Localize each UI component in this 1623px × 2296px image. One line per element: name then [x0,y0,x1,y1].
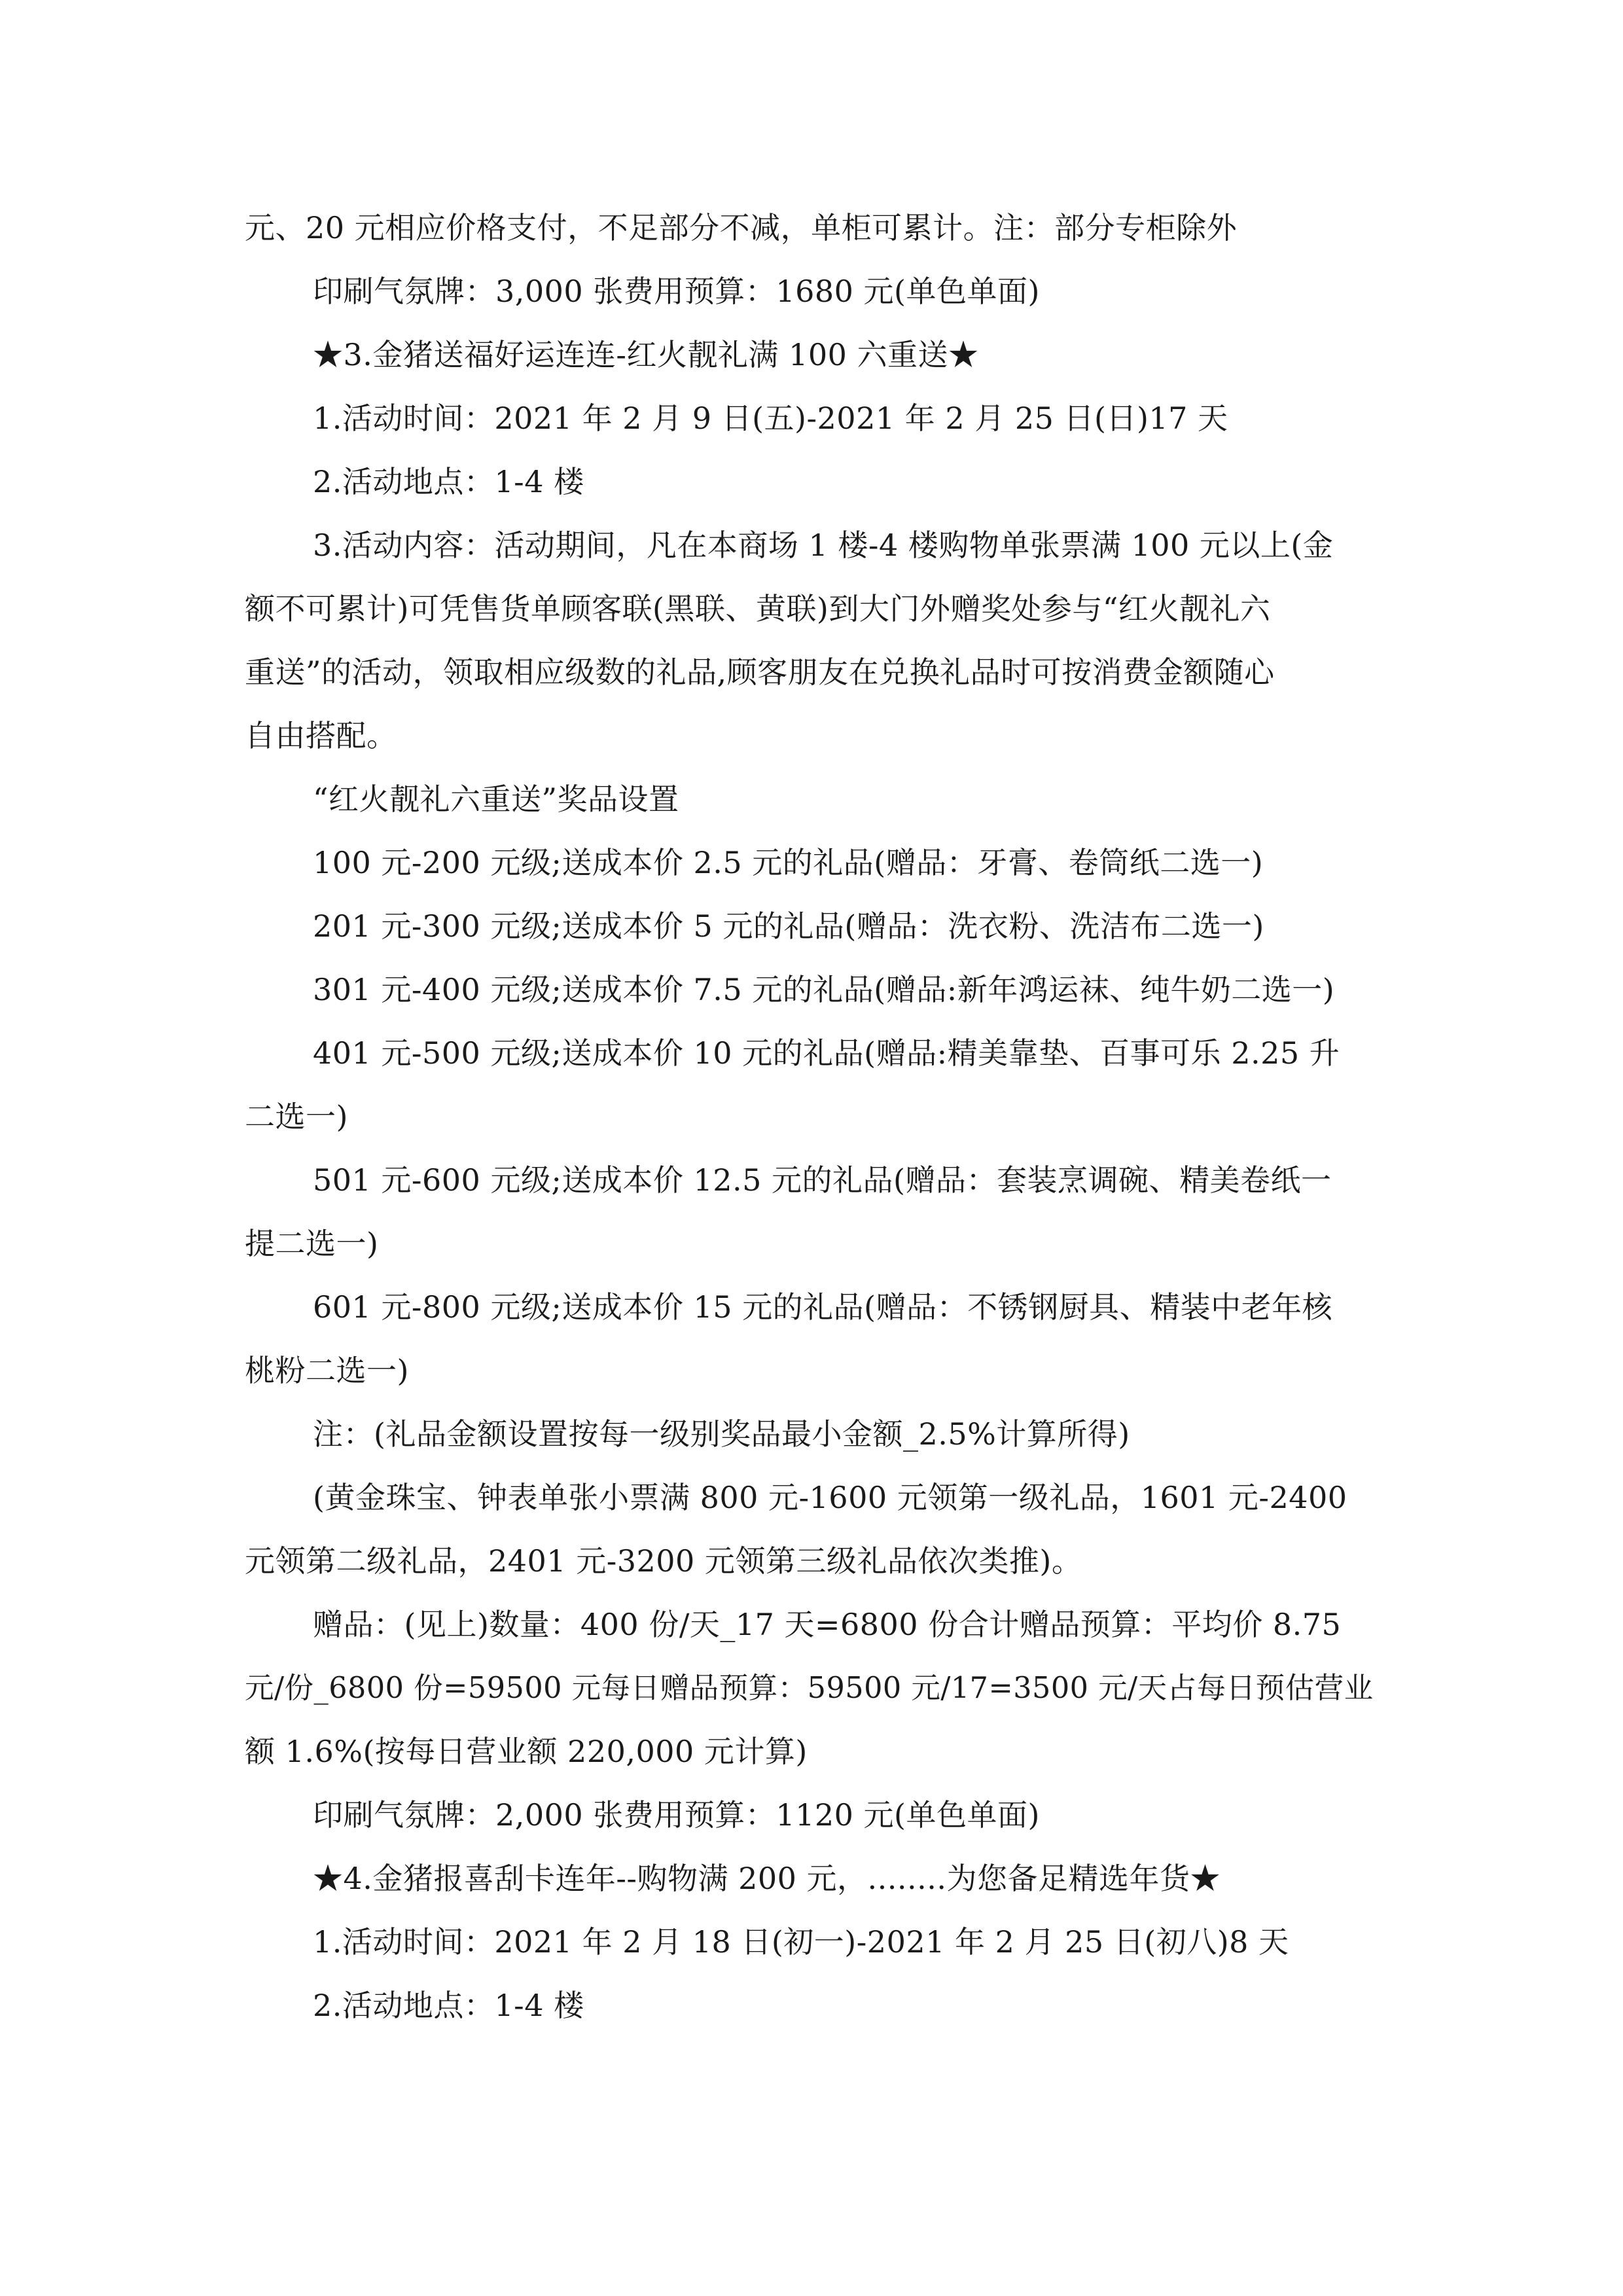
text-line: 201 元-300 元级;送成本价 5 元的礼品(赠品：洗衣粉、洗洁布二选一) [313,908,1264,944]
text-line: 额 1.6%(按每日营业额 220,000 元计算) [245,1734,808,1769]
text-line: 桃粉二选一) [245,1353,409,1388]
text-line: (黄金珠宝、钟表单张小票满 800 元-1600 元领第一级礼品，1601 元-2400 [313,1480,1347,1515]
text-line: 元/份_6800 份=59500 元每日赠品预算：59500 元/17=3500 元/天占每日预估营业 [245,1672,1374,1705]
text-line: 601 元-800 元级;送成本价 15 元的礼品(赠品：不锈钢厨具、精装中老年核 [313,1289,1333,1325]
text-line: 额不可累计)可凭售货单顾客联(黑联、黄联)到大门外赠奖处参与“红火靓礼六 [245,591,1271,626]
text-line: 1.活动时间：2021 年 2 月 18 日(初一)-2021 年 2 月 25 日(初八)8 天 [313,1924,1289,1960]
text-line: 自由搭配。 [245,718,397,753]
text-line: 注：(礼品金额设置按每一级别奖品最小金额_2.5%计算所得) [313,1416,1130,1452]
text-line: 元、20 元相应价格支付，不足部分不减，单柜可累计。注：部分专柜除外 [245,210,1238,245]
text-line: 501 元-600 元级;送成本价 12.5 元的礼品(赠品：套装烹调碗、精美卷纸一 [313,1162,1332,1198]
text-line: “红火靓礼六重送”奖品设置 [313,781,679,817]
text-line: ★4.金猪报喜刮卡连年--购物满 200 元，........为您备足精选年货★ [313,1861,1221,1896]
text-line: 2.活动地点：1-4 楼 [313,1988,584,2023]
text-line: 重送”的活动，领取相应级数的礼品,顾客朋友在兑换礼品时可按消费金额随心 [245,655,1275,690]
text-line: 301 元-400 元级;送成本价 7.5 元的礼品(赠品:新年鸿运袜、纯牛奶二选一) [313,972,1335,1007]
text-line: 二选一) [245,1099,348,1134]
text-line: 印刷气氛牌：3,000 张费用预算：1680 元(单色单面) [313,274,1040,309]
text-line: 元领第二级礼品，2401 元-3200 元领第三级礼品依次类推)。 [245,1543,1082,1579]
text-line: ★3.金猪送福好运连连-红火靓礼满 100 六重送★ [313,337,979,372]
text-line: 100 元-200 元级;送成本价 2.5 元的礼品(赠品：牙膏、卷筒纸二选一) [313,845,1264,880]
text-line: 3.活动内容：活动期间，凡在本商场 1 楼-4 楼购物单张票满 100 元以上(金 [313,528,1334,563]
text-line: 2.活动地点：1-4 楼 [313,464,584,499]
text-line: 印刷气氛牌：2,000 张费用预算：1120 元(单色单面) [313,1797,1040,1833]
text-line: 1.活动时间：2021 年 2 月 9 日(五)-2021 年 2 月 25 日(日)17 天 [313,401,1228,436]
document-body [245,196,1383,2037]
text-line: 401 元-500 元级;送成本价 10 元的礼品(赠品:精美靠垫、百事可乐 2.25 升 [313,1035,1340,1071]
text-line: 提二选一) [245,1226,379,1261]
text-line: 赠品：(见上)数量：400 份/天_17 天=6800 份合计赠品预算：平均价 8.75 [313,1607,1342,1642]
